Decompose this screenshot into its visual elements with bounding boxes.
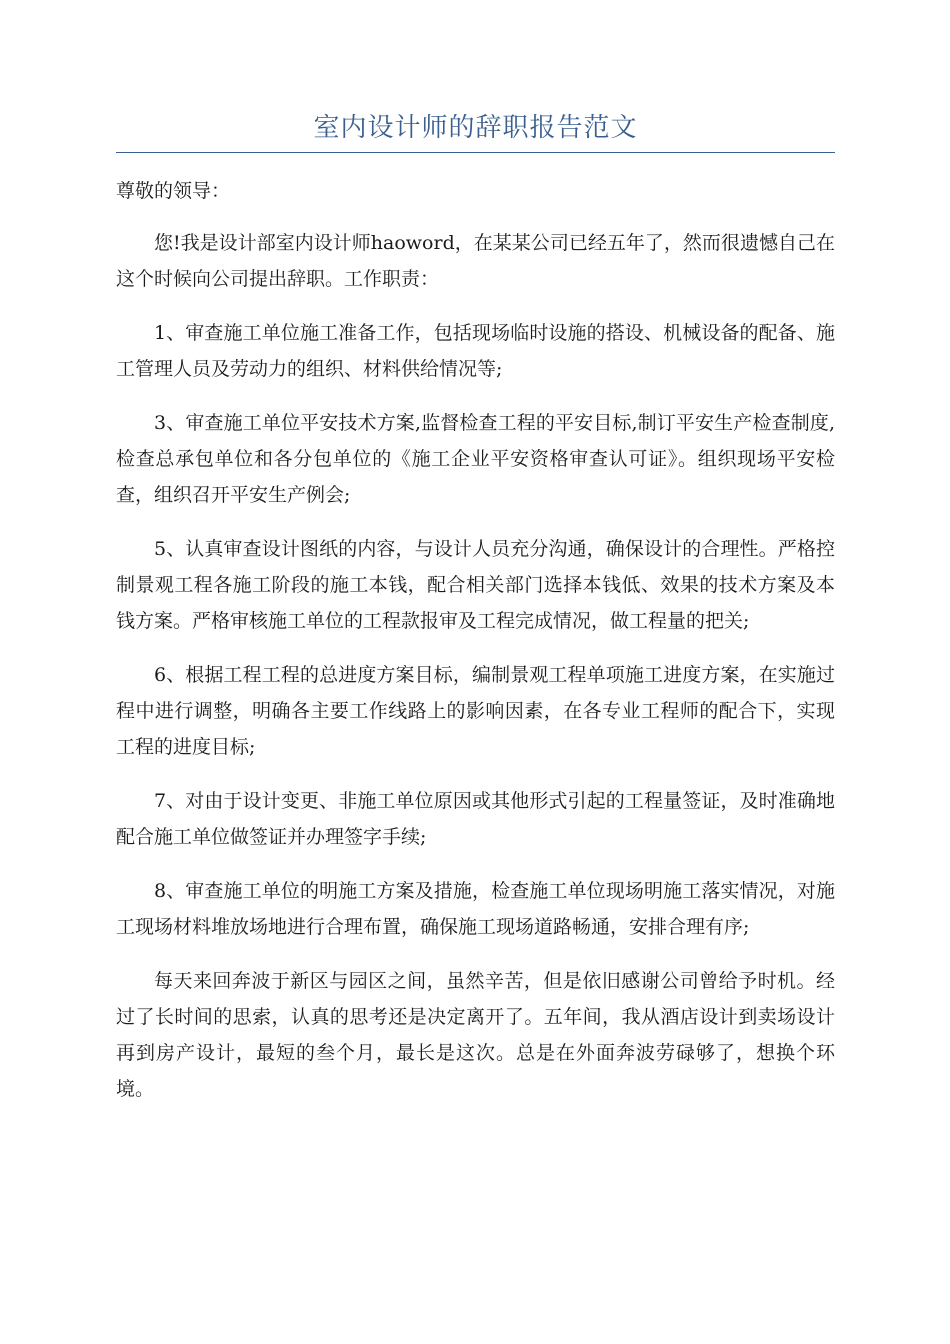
- document-title: 室内设计师的辞职报告范文: [116, 108, 835, 153]
- paragraph-duty-8: 8、审查施工单位的明施工方案及措施，检查施工单位现场明施工落实情况，对施工现场材料堆放场地进行合理布置，确保施工现场道路畅通，安排合理有序;: [116, 880, 835, 938]
- salutation: 尊敬的领导：: [116, 180, 231, 202]
- paragraph-duty-1: 1、审查施工单位施工准备工作，包括现场临时设施的搭设、机械设备的配备、施工管理人员及劳动力的组织、材料供给情况等;: [116, 322, 835, 380]
- paragraph-duty-7: 7、对由于设计变更、非施工单位原因或其他形式引起的工程量签证，及时准确地配合施工单位做签证并办理签字手续;: [116, 790, 835, 848]
- document-page: [116, 108, 835, 1107]
- paragraph-duty-5: 5、认真审查设计图纸的内容，与设计人员充分沟通，确保设计的合理性。严格控制景观工程各施工阶段的施工本钱，配合相关部门选择本钱低、效果的技术方案及本钱方案。严格审核施工单位的工程款报审及工程完成情况，做工程量的把关;: [116, 538, 835, 632]
- paragraph-intro: 您!我是设计部室内设计师haoword，在某某公司已经五年了，然而很遗憾自己在这个时候向公司提出辞职。工作职责：: [116, 232, 835, 290]
- paragraph-duty-6: 6、根据工程工程的总进度方案目标，编制景观工程单项施工进度方案，在实施过程中进行调整，明确各主要工作线路上的影响因素，在各专业工程师的配合下，实现工程的进度目标;: [116, 664, 835, 758]
- paragraph-reason: 每天来回奔波于新区与园区之间，虽然辛苦，但是依旧感谢公司曾给予时机。经过了长时间的思索，认真的思考还是决定离开了。五年间，我从酒店设计到卖场设计再到房产设计，最短的叁个月，最长是这次。总是在外面奔波劳碌够了，想换个环境。: [116, 970, 835, 1100]
- paragraph-duty-3: 3、审查施工单位平安技术方案,监督检查工程的平安目标,制订平安生产检查制度,检查总承包单位和各分包单位的《施工企业平安资格审查认可证》。组织现场平安检查，组织召开平安生产例会;: [116, 412, 835, 506]
